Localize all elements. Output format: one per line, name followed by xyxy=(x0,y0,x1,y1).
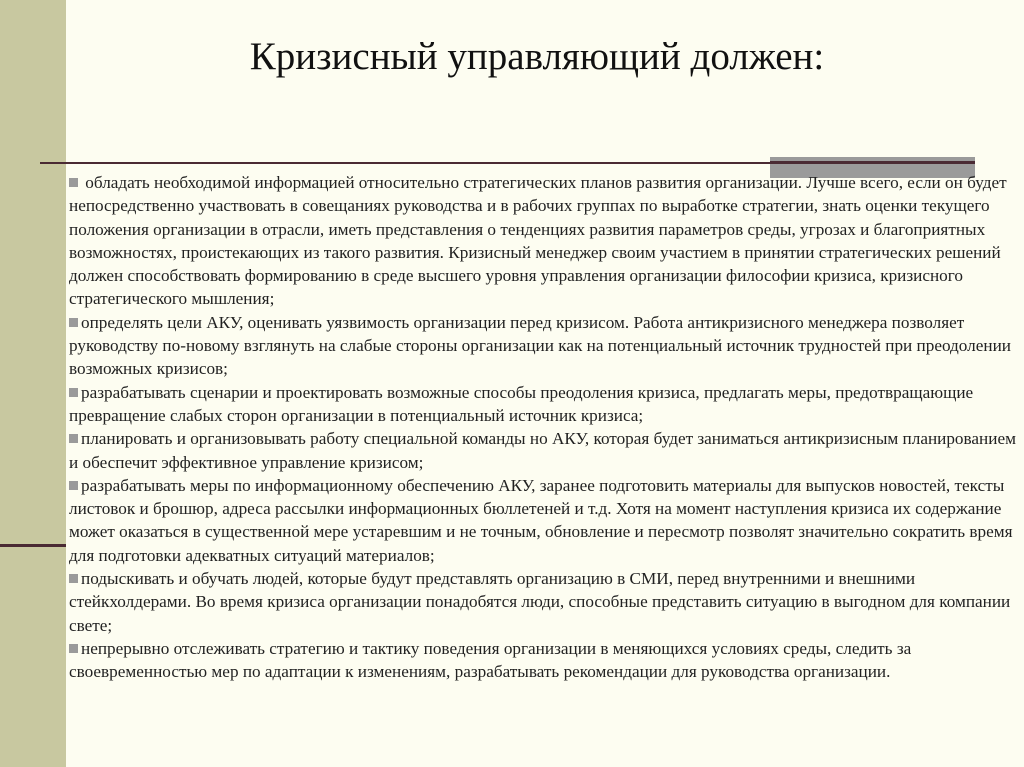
list-item: обладать необходимой информацией относительно стратегических планов развития организации. Лучше всего, если он будет непосредственно участвовать в совещаниях руководства и в рабочих группах по выработке стратегии, знать оценки текущего положения организации в отрасли, иметь представления о тенденциях развития параметров среды, угрозах и благоприятных возможностях, проистекающих из такого развития. Кризисный менеджер своим участием в принятии стратегических решений должен способствовать формированию в среде высшего уровня управления организации философии кризиса, кризисного стратегического мышления; xyxy=(69,173,1007,309)
list-item: разрабатывать сценарии и проектировать возможные способы преодоления кризиса, предлагать меры, предотвращающие превращение слабых сторон организации в потенциальный источник кризиса; xyxy=(69,382,974,425)
square-bullet-icon xyxy=(69,481,78,490)
list-item: подыскивать и обучать людей, которые будут представлять организацию в СМИ, перед внутренними и внешними стейкхолдерами. Во время кризиса организации понадобятся люди, способные представить ситуацию в выгодном для компании свете; xyxy=(69,569,1011,635)
left-decor-band xyxy=(0,0,66,767)
square-bullet-icon xyxy=(69,434,78,443)
list-item: разрабатывать меры по информационному обеспечению АКУ, заранее подготовить материалы для выпусков новостей, тексты листовок и брошюр, адреса рассылки информационных бюллетеней и т.д. Хотя на момент наступления кризиса их содержание может оказаться в существенной мере устаревшим и не точным, обновление и пересмотр позволят значительно сократить время для подготовки адекватных ситуаций материалов; xyxy=(69,475,1013,565)
bullet-list xyxy=(69,171,1019,684)
square-bullet-icon xyxy=(69,644,78,653)
title-rule-accent-line xyxy=(770,161,975,164)
slide-title: Кризисный управляющий должен: xyxy=(249,35,825,78)
square-bullet-icon xyxy=(69,388,78,397)
list-item: непрерывно отслеживать стратегию и тактику поведения организации в меняющихся условиях среды, следить за своевременностью мер по адаптации к изменениям, разрабатывать рекомендации для руководства организации. xyxy=(69,638,912,682)
square-bullet-icon xyxy=(69,318,78,327)
square-bullet-icon xyxy=(69,574,78,583)
left-divider-line xyxy=(0,544,66,547)
list-item: определять цели АКУ, оценивать уязвимость организации перед кризисом. Работа антикризисного менеджера позволяет руководству по-новому взглянуть на слабые стороны организации как на потенциальный источник трудностей при преодолении возможных кризисов; xyxy=(69,312,1011,379)
list-item: планировать и организовывать работу специальной команды но АКУ, которая будет заниматься антикризисным планированием и обеспечит эффективное управление кризисом; xyxy=(69,429,1016,472)
square-bullet-icon xyxy=(69,178,78,187)
